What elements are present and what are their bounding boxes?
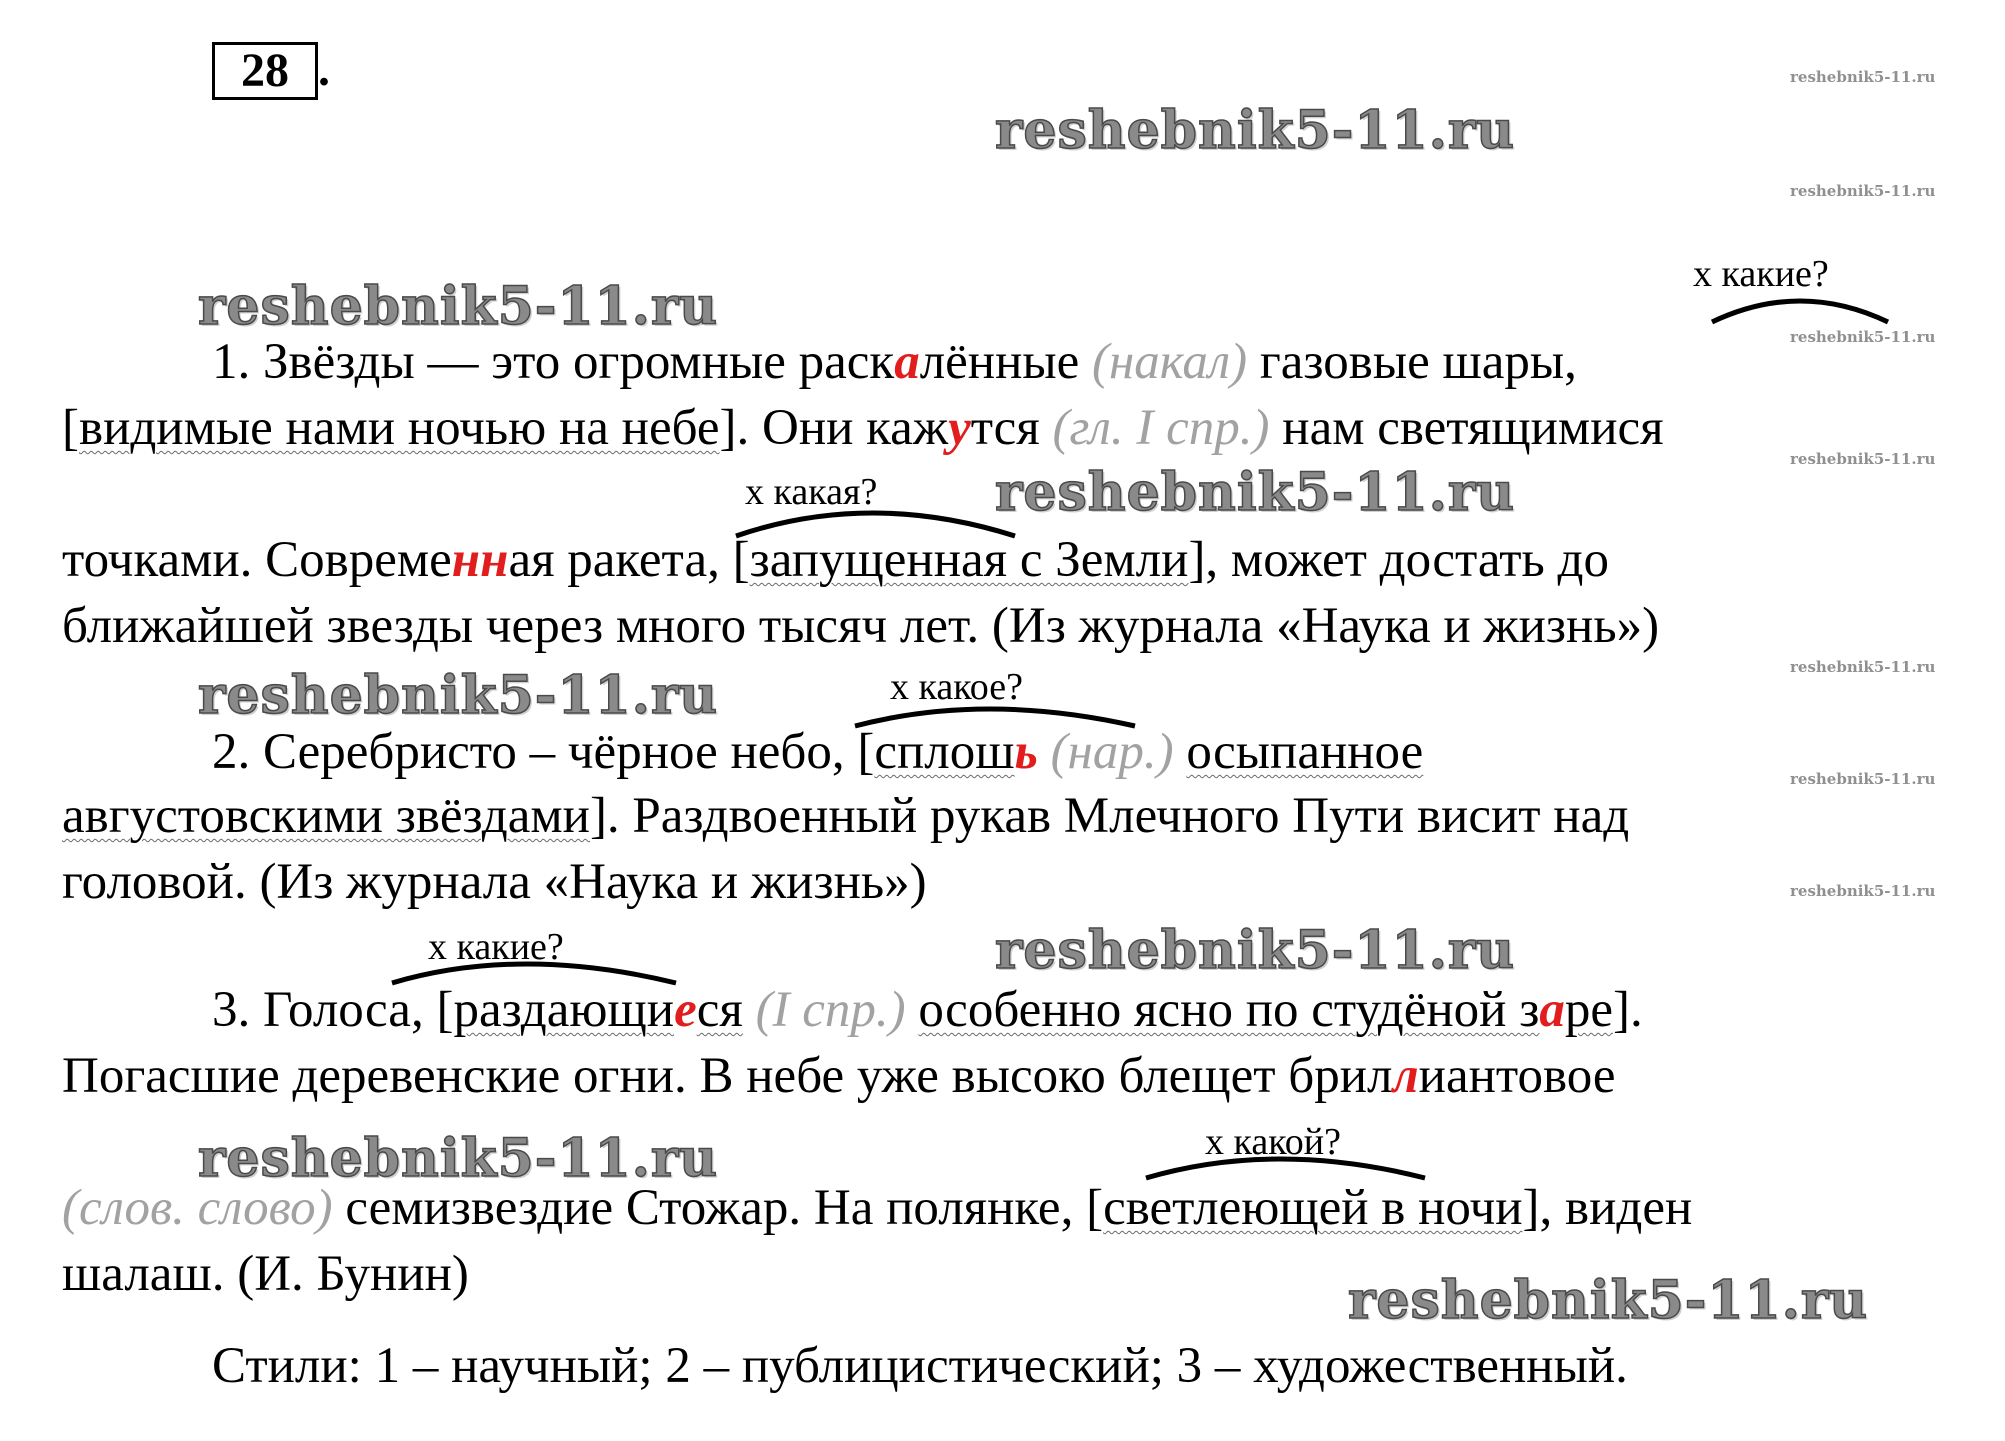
hint-note: (нар.): [1037, 724, 1187, 780]
question-label: х какие?: [1693, 253, 1829, 295]
hint-note: (I спр.): [742, 982, 919, 1038]
text-line-7: головой. (Из журнала «Наука и жизнь»): [62, 854, 927, 910]
highlighted-letter: у: [948, 400, 971, 456]
highlighted-letter: ь: [1014, 724, 1038, 780]
text-line-3: точками. Современная ракета, [запущенная с Земли], может достать до: [62, 532, 1609, 588]
watermark-logo: reshebnik5-11.ru: [995, 462, 1516, 523]
exercise-number: [212, 42, 318, 100]
hint-note: (накал): [1092, 334, 1248, 390]
hint-note: (гл. I спр.): [1052, 400, 1270, 456]
text-line-8: 3. Голоса, [раздающиеся (I спр.) особенно ясно по студёной заре].: [212, 982, 1643, 1038]
question-label: х какой?: [1205, 1121, 1341, 1163]
highlighted-letter: а: [1539, 982, 1565, 1038]
participle-phrase: светлеющей в ночи: [1103, 1180, 1523, 1236]
watermark-small: reshebnik5-11.ru: [1790, 658, 1936, 676]
question-label: х какие?: [428, 926, 564, 968]
watermark-small: reshebnik5-11.ru: [1790, 328, 1936, 346]
participle-phrase: сплош: [874, 724, 1015, 780]
text-line-6: августовскими звёздами]. Раздвоенный рукав Млечного Пути висит над: [62, 788, 1630, 844]
highlighted-letter: нн: [451, 532, 509, 588]
watermark-small: reshebnik5-11.ru: [1790, 450, 1936, 468]
watermark-small: reshebnik5-11.ru: [1790, 182, 1936, 200]
watermark-logo: reshebnik5-11.ru: [198, 665, 719, 726]
watermark-small: reshebnik5-11.ru: [1790, 68, 1936, 86]
text-line-2: [видимые нами ночью на небе]. Они кажутся (гл. I спр.) нам светящимися: [62, 400, 1664, 456]
highlighted-letter: л: [1392, 1048, 1419, 1104]
watermark-logo: reshebnik5-11.ru: [995, 100, 1516, 161]
watermark-logo: reshebnik5-11.ru: [198, 276, 719, 337]
exercise-number-dot: .: [318, 43, 330, 96]
text-line-12: Стили: 1 – научный; 2 – публицистический; 3 – художественный.: [212, 1338, 1628, 1394]
text-line-10: (слов. слово) семизвездие Стожар. На полянке, [светлеющей в ночи], виден: [62, 1180, 1693, 1236]
text-line-11: шалаш. (И. Бунин): [62, 1246, 469, 1302]
highlighted-letter: е: [674, 982, 697, 1038]
text-line-1: 1. Звёзды — это огромные раскалённые (накал) газовые шары,: [212, 334, 1577, 390]
watermark-small: reshebnik5-11.ru: [1790, 770, 1936, 788]
watermark-logo: reshebnik5-11.ru: [198, 1128, 719, 1189]
text-line-9: Погасшие деревенские огни. В небе уже высоко блещет бриллиантовое: [62, 1048, 1616, 1104]
highlighted-letter: а: [894, 334, 920, 390]
watermark-small: reshebnik5-11.ru: [1790, 882, 1936, 900]
participle-phrase: осыпанное: [1186, 724, 1424, 780]
watermark-logo: reshebnik5-11.ru: [1348, 1270, 1869, 1331]
hint-note: (слов. слово): [62, 1180, 333, 1236]
participle-phrase: видимые нами ночью на небе: [78, 400, 720, 456]
participle-phrase: августовскими звёздами: [62, 788, 590, 844]
question-arc-1: [1712, 301, 1888, 322]
watermark-logo: reshebnik5-11.ru: [995, 920, 1516, 981]
question-label: х какое?: [890, 666, 1023, 708]
participle-phrase: особенно ясно по студёной з: [918, 982, 1540, 1038]
participle-phrase: раздающи: [453, 982, 675, 1038]
participle-phrase: ся: [696, 982, 743, 1038]
participle-phrase: ре: [1564, 982, 1613, 1038]
participle-phrase: запущенная с Земли: [749, 532, 1189, 588]
text-line-5: 2. Серебристо – чёрное небо, [сплошь (нар.) осыпанное: [212, 724, 1424, 780]
text-line-4: ближайшей звезды через много тысяч лет. (Из журнала «Наука и жизнь»): [62, 598, 1660, 654]
question-label: х какая?: [745, 471, 878, 513]
exercise-number-value: 28: [241, 44, 289, 97]
